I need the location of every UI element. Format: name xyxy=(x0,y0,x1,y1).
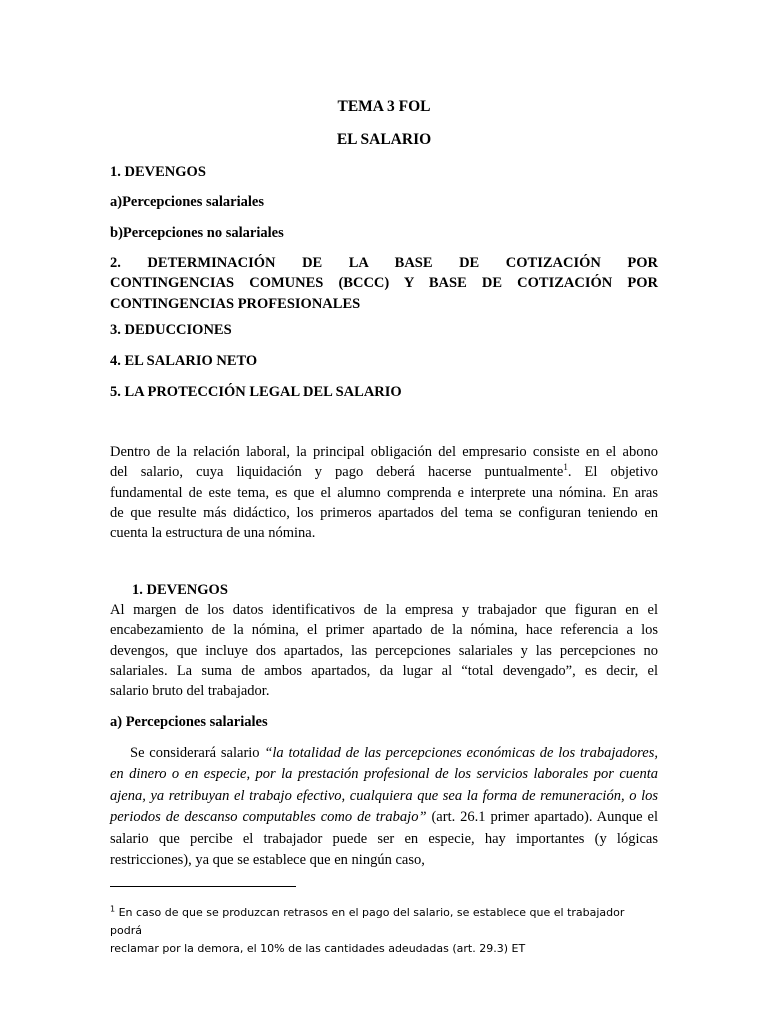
footnote xyxy=(110,904,650,958)
toc-item-2-line: CONTINGENCIAS PROFESIONALES xyxy=(110,295,361,312)
section-1-paragraph xyxy=(110,600,658,701)
intro-paragraph xyxy=(110,442,658,543)
paragraph-line: encabezamiento de la nómina, el primer apartado de la nómina, hace referencia a los xyxy=(110,622,658,639)
paragraph-line: salariales. La suma de ambos apartados, da lugar al “total devengado”, es decir, el xyxy=(110,662,658,679)
footnote-separator xyxy=(110,886,296,887)
footnote-text: En caso de que se produzcan retrasos en el pago del salario, se establece que el trabajador podrá xyxy=(110,906,625,937)
document-title: TEMA 3 FOL xyxy=(337,98,431,115)
paragraph-line: Al margen de los datos identificativos de la empresa y trabajador que figuran en el xyxy=(110,602,658,618)
toc-item-1b: b)Percepciones no salariales xyxy=(110,225,284,241)
toc-item-4: 4. EL SALARIO NETO xyxy=(110,353,258,369)
paragraph-line xyxy=(110,462,658,482)
paragraph-line: devengos, que incluye dos apartados, las percepciones salariales y las percepciones no xyxy=(110,642,658,659)
toc-item-2-line: 2. DETERMINACIÓN DE LA BASE DE COTIZACIÓN POR xyxy=(110,255,658,271)
toc-item-2-line: CONTINGENCIAS COMUNES (BCCC) Y BASE DE COTIZACIÓN POR xyxy=(110,275,658,292)
paragraph-line: salario bruto del trabajador. xyxy=(110,683,270,700)
footnote-line: reclamar por la demora, el 10% de las cantidades adeudadas (art. 29.3) ET xyxy=(110,942,526,955)
paragraph-text: . El objetivo xyxy=(567,464,658,481)
paragraph-line: fundamental de este tema, es que el alumno comprenda e interprete una nómina. En aras xyxy=(110,484,658,501)
paragraph-line: de que resulte más didáctico, los primeros apartados del tema se configuran teniendo en xyxy=(110,504,658,521)
paragraph-line: Dentro de la relación laboral, la principal obligación del empresario consiste en el abono xyxy=(110,444,658,460)
section-1a-paragraph xyxy=(110,743,658,871)
toc-item-3: 3. DEDUCCIONES xyxy=(110,322,232,338)
paragraph-text: del salario, cuya liquidación y pago deberá hacerse puntualmente xyxy=(110,464,564,481)
legal-quote: “la totalidad de las percepciones económicas de los trabajadores, en dinero o en especie, por la prestación profesional de los servicios laborales por cuenta ajena, ya retribuyan el trabajo efectivo, cualquiera que sea la forma de remuneración, o los periodos de descanso computables como de trabajo” xyxy=(110,745,658,826)
document-subtitle: EL SALARIO xyxy=(336,131,432,148)
toc-item-5: 5. LA PROTECCIÓN LEGAL DEL SALARIO xyxy=(110,384,402,400)
paragraph-text: (art. 26.1 primer apartado). Aunque el salario que percibe el trabajador puede ser en especie, hay importantes (y lógicas restricciones), ya que se establece que en ningún caso, xyxy=(110,809,658,869)
section-1-heading: 1. DEVENGOS xyxy=(132,582,228,598)
toc-item-2 xyxy=(110,253,658,314)
toc-item-1: 1. DEVENGOS xyxy=(110,164,206,180)
paragraph-line: cuenta la estructura de una nómina. xyxy=(110,525,316,542)
paragraph-text: Se considerará salario xyxy=(130,745,265,761)
toc-item-1a: a)Percepciones salariales xyxy=(110,194,264,210)
footnote-line xyxy=(110,904,650,940)
footnote-marker: 1 xyxy=(110,904,116,914)
footnote-ref: 1 xyxy=(563,462,568,473)
section-1a-heading: a) Percepciones salariales xyxy=(110,714,268,730)
